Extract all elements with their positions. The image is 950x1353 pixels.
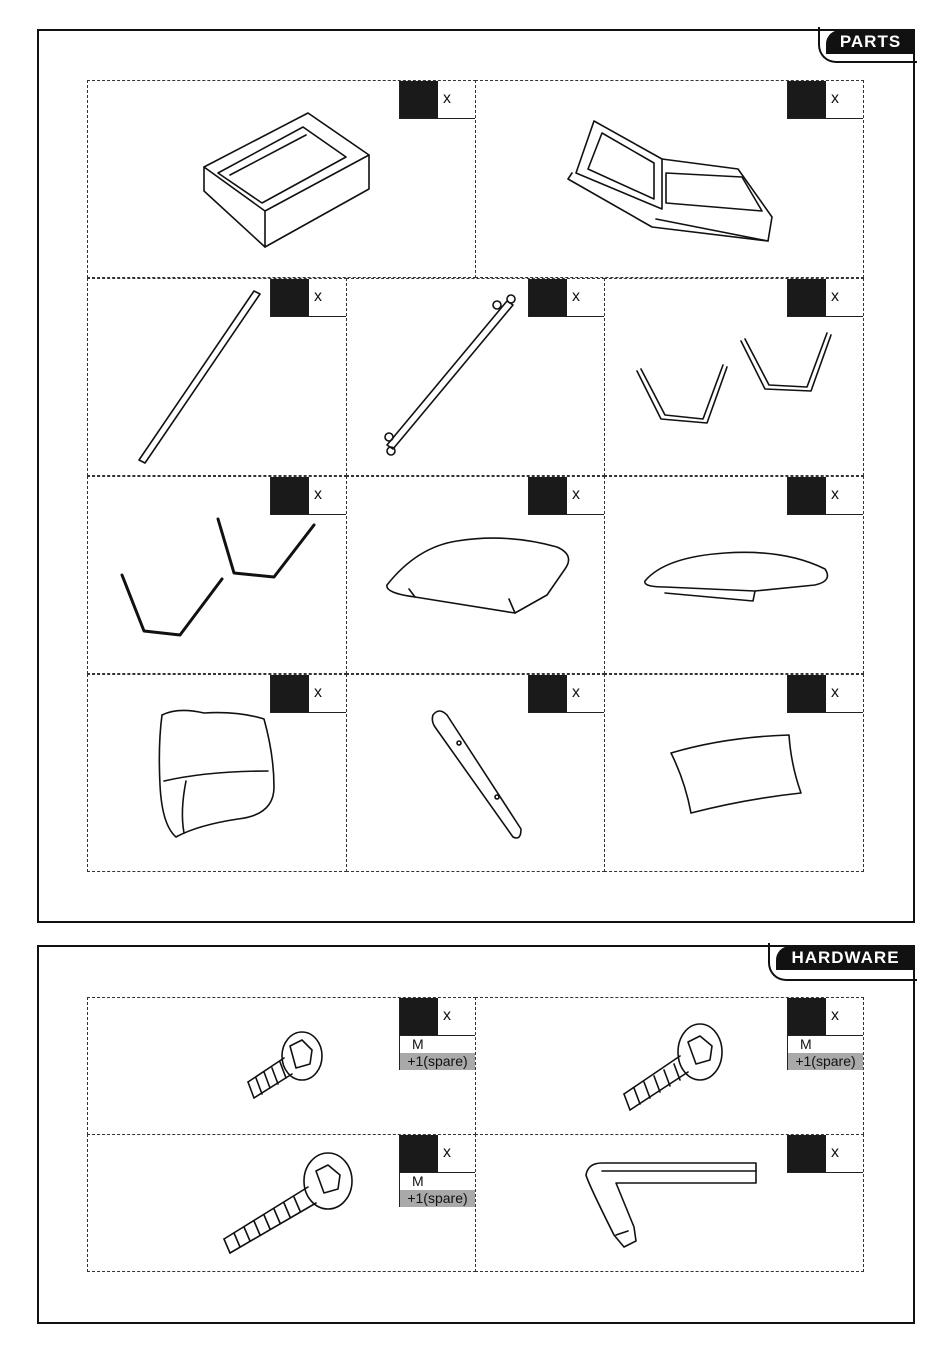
- hardware-section-title: HARDWARE: [776, 946, 915, 970]
- part-cell-frame-board: [475, 80, 864, 278]
- part-cell-armrest-pad: [87, 674, 347, 872]
- seat-cushion-drawing: [347, 477, 606, 675]
- quantity-box: x: [787, 81, 863, 119]
- parts-section-title: PARTS: [826, 30, 915, 54]
- bolt-size-label: M: [399, 1036, 475, 1053]
- hardware-cell-screw-medium: [475, 997, 864, 1135]
- bolt-size-label: M: [787, 1036, 863, 1053]
- quantity-box: x: [399, 1135, 475, 1173]
- quantity-box: x: [787, 1135, 863, 1173]
- quantity-box: x: [528, 279, 604, 317]
- back-cushion-drawing: [605, 477, 865, 675]
- hardware-cell-screw-short: [87, 997, 476, 1135]
- quantity-box: x: [270, 477, 346, 515]
- quantity-box: x: [399, 998, 475, 1036]
- u-frames-drawing: [605, 279, 865, 477]
- part-cell-u-frames: [604, 278, 864, 476]
- long-screw-drawing: [88, 1135, 477, 1273]
- part-cell-bracket-rod: [346, 278, 605, 476]
- part-cell-black-u-frames: [87, 476, 347, 674]
- allen-key-drawing: [476, 1135, 865, 1273]
- seat-base-drawing: [88, 81, 477, 279]
- quantity-box: x: [399, 81, 475, 119]
- armrest-pad-drawing: [88, 675, 348, 873]
- quantity-box: x: [787, 998, 863, 1036]
- quantity-box: x: [787, 477, 863, 515]
- part-cell-fabric-cover: [604, 674, 864, 872]
- part-cell-long-rod: [87, 278, 347, 476]
- medium-screw-drawing: [476, 998, 865, 1136]
- spare-label: +1(spare): [787, 1053, 863, 1070]
- hardware-cell-allen-key: [475, 1134, 864, 1272]
- quantity-box: x: [528, 675, 604, 713]
- spare-label: +1(spare): [399, 1053, 475, 1070]
- quantity-box: x: [270, 675, 346, 713]
- part-cell-back-cushion: [604, 476, 864, 674]
- short-screw-drawing: [88, 998, 477, 1136]
- quantity-box: x: [787, 279, 863, 317]
- long-rod-drawing: [88, 279, 348, 477]
- armrest-bar-drawing: [347, 675, 606, 873]
- quantity-box: x: [270, 279, 346, 317]
- part-cell-armrest-bar: [346, 674, 605, 872]
- frame-board-drawing: [476, 81, 865, 279]
- bolt-size-label: M: [399, 1173, 475, 1190]
- quantity-box: x: [528, 477, 604, 515]
- hardware-cell-screw-long: [87, 1134, 476, 1272]
- black-u-frames-drawing: [88, 477, 348, 675]
- part-cell-seat-cushion: [346, 476, 605, 674]
- bracket-rod-drawing: [347, 279, 606, 477]
- part-cell-seat-base: [87, 80, 476, 278]
- fabric-cover-drawing: [605, 675, 865, 873]
- quantity-box: x: [787, 675, 863, 713]
- spare-label: +1(spare): [399, 1190, 475, 1207]
